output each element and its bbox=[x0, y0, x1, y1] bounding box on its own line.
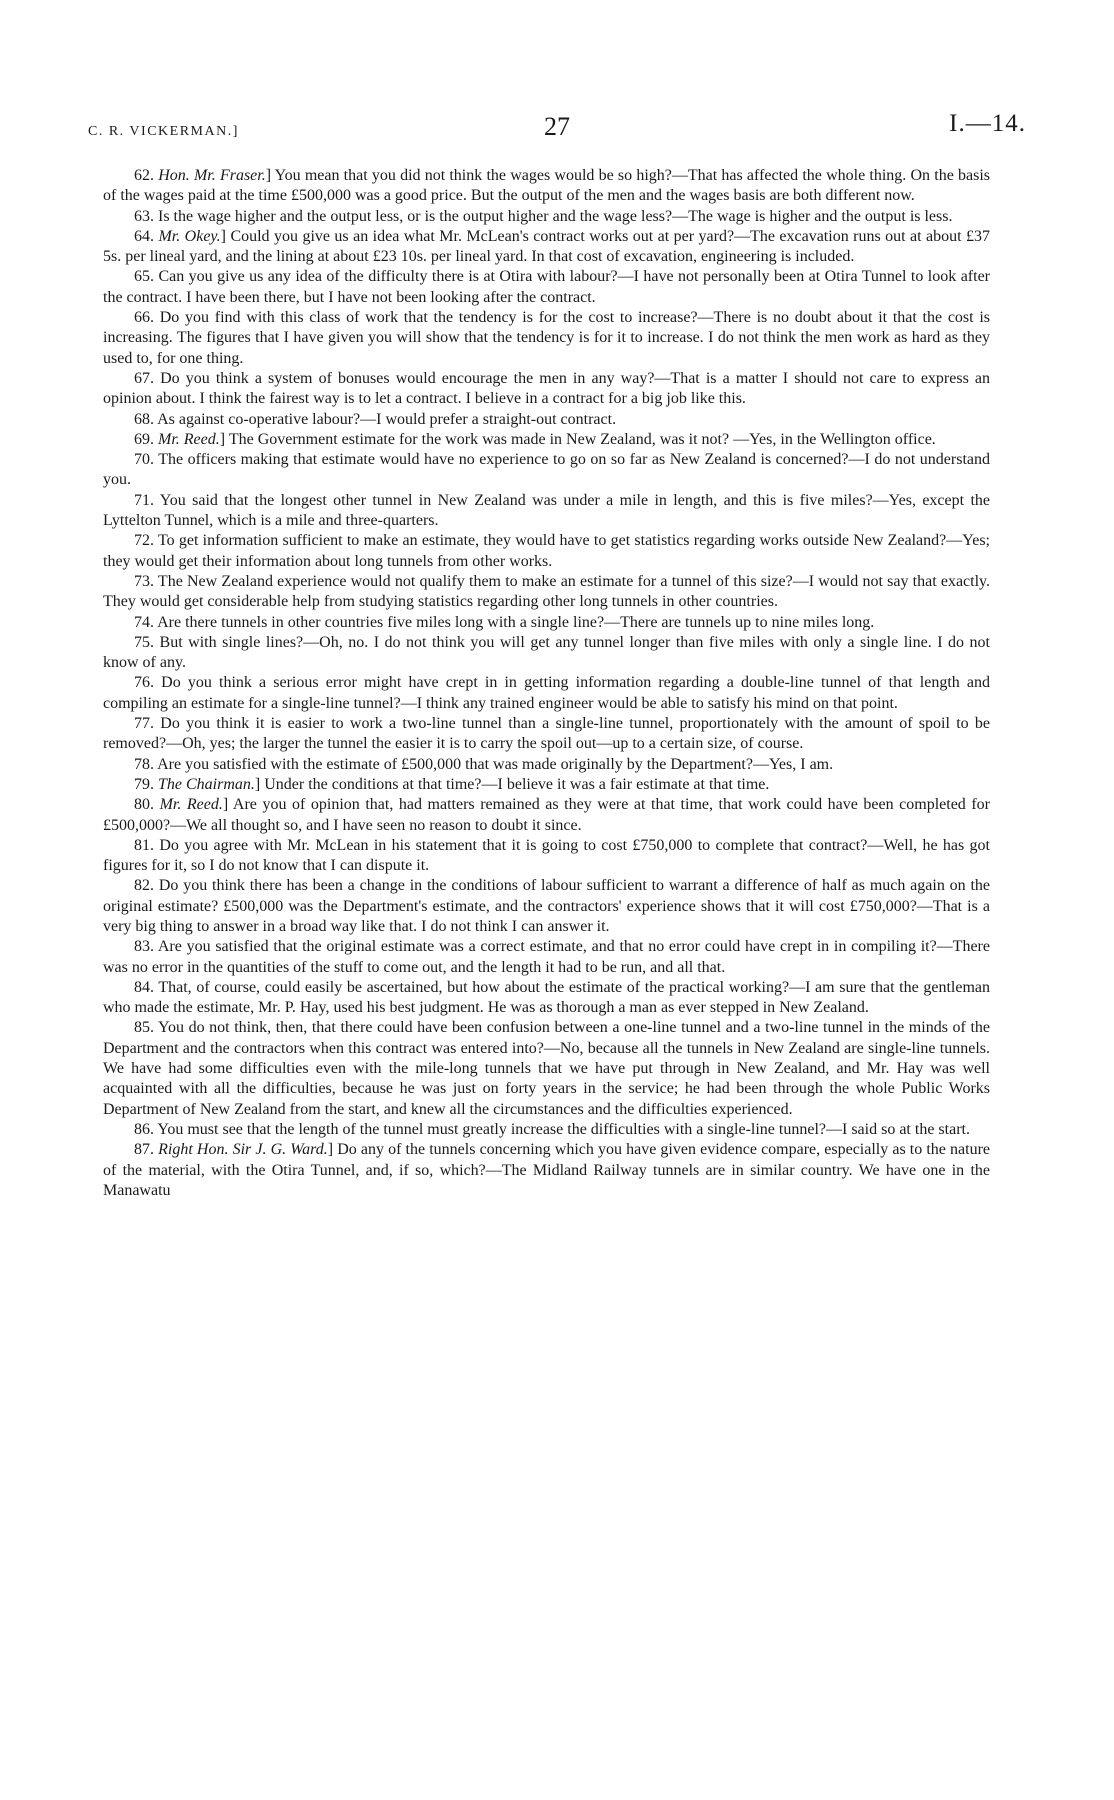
testimony-paragraph bbox=[103, 308, 990, 369]
question-number: 87. bbox=[134, 1141, 154, 1159]
testimony-paragraph: 80. Mr. Reed.] Are you of opinion that, had matters remained as they were at that time, that work could have been completed for £500,000?—We all thought so, and I have seen no reason to doubt it since. bbox=[103, 796, 991, 834]
question-answer-text: Do you think a system of bonuses would encourage the men in any way?—That is a matter I should not care to express an opinion about. I think the fairest way is to let a contract. I believe in a contract for a big job like this. bbox=[103, 369, 991, 408]
testimony-paragraph bbox=[103, 369, 990, 410]
question-number: 80. bbox=[134, 796, 154, 814]
testimony-paragraph bbox=[103, 633, 990, 674]
question-number: 78. bbox=[134, 755, 154, 773]
question-number: 81. bbox=[134, 836, 154, 854]
question-number: 84. bbox=[134, 978, 154, 996]
question-number: 76. bbox=[134, 674, 154, 692]
question-answer-text: As against co-operative labour?—I would prefer a straight-out contract. bbox=[157, 410, 617, 428]
question-number: 72. bbox=[134, 532, 154, 550]
testimony-paragraph bbox=[103, 978, 990, 1019]
question-answer-text: Do you think there has been a change in the conditions of labour sufficient to warrant a difference of half as much again on the original estimate? £500,000 was the Department's estimate, and the contractors' experience shows that it will cost £750,000?—That is a very big thing to answer in a broad way like that. I do not think I can answer it. bbox=[103, 877, 991, 935]
question-answer-text: You must see that the length of the tunnel must greatly increase the difficulties with a single-line tunnel?—I said so at the start. bbox=[157, 1120, 970, 1138]
testimony-paragraph: 87. Right Hon. Sir J. G. Ward.] Do any of the tunnels concerning which you have given evidence compare, especially as to the nature of the material, with the Otira Tunnel, and, if so, which?—The Midland Railway tunnels are in similar country. We have one in the Manawatu bbox=[103, 1141, 991, 1199]
testimony-paragraph bbox=[103, 876, 990, 937]
testimony-paragraph bbox=[103, 755, 990, 775]
testimony-paragraph: 79. The Chairman.] Under the conditions at that time?—I believe it was a fair estimate at that time. bbox=[134, 775, 770, 793]
question-number: 75. bbox=[134, 633, 154, 651]
question-answer-text: The New Zealand experience would not qualify them to make an estimate for a tunnel of this size?—I would not say that exactly. They would get considerable help from studying statistics regarding other long tunnels in other countries. bbox=[103, 572, 990, 611]
testimony-paragraph bbox=[103, 1018, 990, 1119]
question-answer-text: Are you satisfied that the original estimate was a correct estimate, and that no error could have crept in in compiling it?—There was no error in the quantities of the stuff to come out, and the length it had to be run, and all that. bbox=[103, 938, 990, 976]
question-number: 66. bbox=[134, 309, 154, 327]
question-answer-text: Do you think a serious error might have crept in in getting information regarding a double-line tunnel of that length and compiling an estimate for a single-line tunnel?—I think any trained engineer would be able to satisfy his mind on that point. bbox=[103, 674, 991, 712]
testimony-paragraph bbox=[103, 572, 990, 613]
testimony-paragraph bbox=[103, 491, 990, 532]
question-number: 79. bbox=[134, 775, 154, 793]
question-number: 73. bbox=[134, 572, 154, 590]
question-answer-text: The Government estimate for the work was made in New Zealand, was it not? —Yes, in the Wellington office. bbox=[228, 430, 936, 448]
question-number: 68. bbox=[134, 410, 154, 428]
evidence-body bbox=[103, 166, 990, 1201]
question-answer-text: You said that the longest other tunnel in New Zealand was under a mile in length, and this is five miles?—Yes, except the Lyttelton Tunnel, which is a mile and three-quarters. bbox=[103, 491, 991, 530]
speaker-name: Mr. Okey. bbox=[158, 227, 221, 245]
question-answer-text: But with single lines?—Oh, no. I do not think you will get any tunnel longer than five miles with only a single line. I do not know of any. bbox=[103, 633, 990, 672]
speaker-name: The Chairman. bbox=[158, 775, 255, 793]
speaker-name: Hon. Mr. Fraser. bbox=[158, 167, 266, 184]
testimony-paragraph bbox=[103, 410, 990, 430]
testimony-paragraph bbox=[103, 450, 990, 491]
testimony-paragraph bbox=[103, 836, 990, 877]
page-header bbox=[88, 106, 1026, 146]
question-answer-text: Could you give us an idea what Mr. McLean's contract works out at per yard?—The excavation runs out at about £37 5s. per lineal yard, and the lining at about £23 10s. per lineal yard. In that cost of excavation, engineering is included. bbox=[103, 227, 991, 266]
testimony-paragraph bbox=[103, 937, 990, 978]
question-number: 69. bbox=[134, 430, 154, 448]
question-number: 82. bbox=[134, 877, 154, 895]
speaker-name: Right Hon. Sir J. G. Ward. bbox=[158, 1141, 328, 1159]
question-number: 83. bbox=[134, 938, 154, 956]
testimony-paragraph bbox=[103, 673, 990, 714]
question-answer-text: Under the conditions at that time?—I believe it was a fair estimate at that time. bbox=[264, 775, 770, 793]
testimony-paragraph bbox=[103, 714, 990, 755]
question-answer-text: Do you find with this class of work that the tendency is for the cost to increase?—There is no doubt about it that the cost is increasing. The figures that I have given you will show that the tendency is for it to increase. I do not think the men work as hard as they used to, for one thing. bbox=[103, 309, 991, 367]
question-number: 64. bbox=[134, 227, 154, 245]
question-answer-text: Are you of opinion that, had matters remained as they were at that time, that work could have been completed for £500,000?—We all thought so, and I have seen no reason to doubt it since. bbox=[103, 796, 991, 834]
question-number: 62. bbox=[134, 167, 154, 184]
testimony-paragraph: 64. Mr. Okey.] Could you give us an idea what Mr. McLean's contract works out at per yard?—The excavation runs out at about £37 5s. per lineal yard, and the lining at about £23 10s. per lineal yard. In that cost of excavation, engineering is included. bbox=[103, 227, 991, 266]
question-answer-text: Do any of the tunnels concerning which you have given evidence compare, especially as to the nature of the material, with the Otira Tunnel, and, if so, which?—The Midland Railway tunnels are in similar country. We have one in the Manawatu bbox=[103, 1141, 991, 1199]
question-number: 63. bbox=[134, 207, 154, 225]
question-number: 71. bbox=[134, 491, 154, 509]
paper-reference: I.—14. bbox=[949, 110, 1026, 137]
question-answer-text: Can you give us any idea of the difficulty there is at Otira with labour?—I have not personally been at Otira Tunnel to look after the contract. I have been there, but I have not been looking after the contract. bbox=[103, 268, 991, 306]
testimony-paragraph bbox=[103, 207, 990, 227]
question-number: 65. bbox=[134, 268, 154, 286]
testimony-paragraph bbox=[103, 1120, 990, 1140]
testimony-paragraph bbox=[103, 613, 990, 633]
testimony-paragraph bbox=[103, 531, 990, 572]
speaker-name: Mr. Reed. bbox=[158, 430, 220, 448]
question-number: 86. bbox=[134, 1120, 154, 1138]
question-number: 85. bbox=[134, 1019, 154, 1037]
question-answer-text: Do you think it is easier to work a two-line tunnel than a single-line tunnel, proportionately with the amount of spoil to be removed?—Oh, yes; the larger the tunnel the easier it is to carry the spoil out—up to a certain size, of course. bbox=[103, 715, 991, 753]
question-answer-text: You mean that you did not think the wages would be so high?—That has affected the whole thing. On the basis of the wages paid at the time £500,000 was a good price. But the output of the men and the wages basis are both different now. bbox=[103, 167, 990, 205]
witness-name-header: C. R. VICKERMAN.] bbox=[88, 124, 239, 139]
question-answer-text: That, of course, could easily be ascertained, but how about the estimate of the practical working?—I am sure that the gentleman who made the estimate, Mr. P. Hay, used his best judgment. He was as thorough a man as ever stepped in New Zealand. bbox=[103, 978, 990, 1017]
question-answer-text: Are you satisfied with the estimate of £500,000 that was made originally by the Department?—Yes, I am. bbox=[157, 755, 834, 773]
page-number: 27 bbox=[544, 112, 570, 141]
question-number: 74. bbox=[134, 613, 154, 631]
question-answer-text: You do not think, then, that there could have been confusion between a one-line tunnel and a two-line tunnel in the minds of the Department and the contractors when this contract was entered into?—No, because all the tunnels in New Zealand are single-line tunnels. We have had some difficulties even with the mile-long tunnels that we have put through in New Zealand, and Mr. Hay was well acquainted with all the difficulties, because he was just on forty years in the service; he had been through the whole Public Works Department of New Zealand from the start, and knew all the circumstances and the difficulties experienced. bbox=[103, 1019, 991, 1118]
question-answer-text: Is the wage higher and the output less, or is the output higher and the wage less?—The wage is higher and the output is less. bbox=[158, 207, 953, 225]
question-number: 77. bbox=[134, 715, 154, 733]
speaker-name: Mr. Reed. bbox=[159, 796, 223, 814]
question-answer-text: To get information sufficient to make an estimate, they would have to get statistics regarding works outside New Zealand?—Yes; they would get their information about long tunnels from other works. bbox=[103, 532, 990, 570]
question-answer-text: Are there tunnels in other countries five miles long with a single line?—There are tunnels up to nine miles long. bbox=[157, 613, 875, 631]
question-answer-text: The officers making that estimate would have no experience to go on so far as New Zealand is concerned?—I do not understand you. bbox=[103, 451, 990, 489]
question-answer-text: Do you agree with Mr. McLean in his statement that it is going to cost £750,000 to complete that contract?—Well, he has got figures for it, so I do not know that I can dispute it. bbox=[103, 836, 991, 875]
question-number: 70. bbox=[134, 451, 154, 469]
testimony-paragraph bbox=[103, 267, 990, 308]
testimony-paragraph: 62. Hon. Mr. Fraser.] You mean that you did not think the wages would be so high?—That has affected the whole thing. On the basis of the wages paid at the time £500,000 was a good price. But the output of the men and the wages basis are both different now. bbox=[103, 167, 990, 205]
question-number: 67. bbox=[134, 369, 154, 387]
testimony-paragraph: 69. Mr. Reed.] The Government estimate for the work was made in New Zealand, was it not? —Yes, in the Wellington office. bbox=[134, 430, 936, 448]
